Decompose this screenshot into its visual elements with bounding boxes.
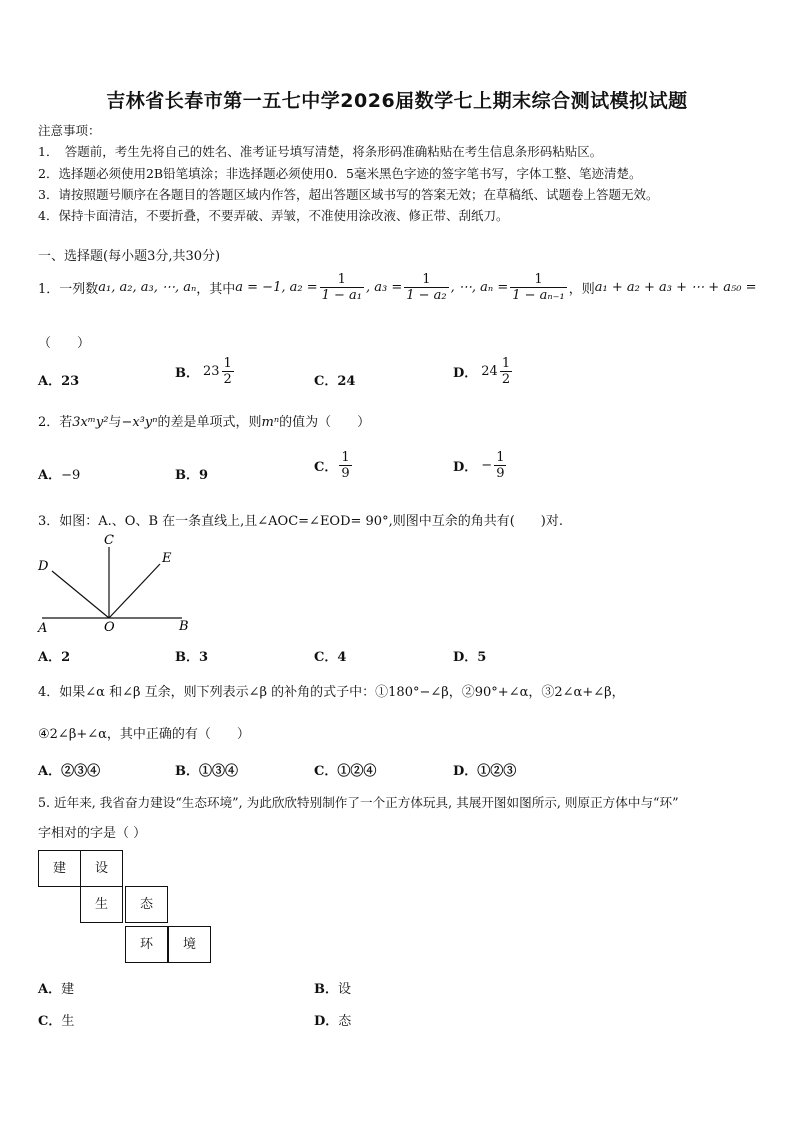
net-cell-2: 设 [80,850,123,887]
option-text: ①②③ [477,764,517,779]
q2-option-a[interactable] [38,464,80,483]
option-label: C． [314,374,338,389]
q1-paren: （ ） [38,336,91,351]
option-text: ①②④ [337,764,377,779]
label-a: A [38,621,48,636]
q1-a3: , a₃ = [365,280,403,295]
ray-od [52,571,109,618]
fraction-num: 1 [496,450,505,465]
q2-term-1: 3xᵐy² [72,415,109,430]
option-text: 9 [199,468,209,483]
option-label: D． [314,1014,339,1029]
q4-line-2: ④2∠β+∠α，其中正确的有（ ） [38,727,250,742]
notice-item-1: 1． 答题前，考生先将自己的姓名、准考证号填写清楚，将条形码准确粘贴在考生信息条形码粘贴区。 [38,144,603,159]
q5-option-a[interactable] [38,978,74,997]
q1-f1-den: 1 − a₁ [321,288,362,303]
q3-option-d[interactable] [453,646,486,665]
net-cell-3: 生 [80,886,123,923]
label-c: C [104,533,114,548]
notice-item-3: 3．请按照题号顺序在各题目的答题区域内作答，超出答题区域书写的答案无效；在草稿纸、试题卷上答题无效。 [38,187,659,202]
q1-sum: a₁ + a₂ + a₃ + ⋯ + a₅₀ = [594,280,757,295]
q4-option-d[interactable] [453,760,516,779]
ray-oe [109,564,160,618]
q5-line-2: 字相对的字是（ ） [38,826,147,841]
label-e: E [162,551,172,566]
q1-mid: ，其中 [196,282,236,297]
q1-lead: 1．一列数 [38,282,99,297]
option-label: C． [314,460,338,475]
option-text: 24 [481,364,498,379]
option-label: D． [453,650,478,665]
q2-option-d[interactable] [453,450,508,481]
option-fraction [494,450,506,481]
question-3: 3．如图：A.、O、B 在一条直线上,且∠AOC=∠EOD= 90°,则图中互余的角共有( )对. [38,514,563,529]
option-label: C． [314,650,338,665]
q5-line-1: 5. 近年来, 我省奋力建设“生态环境”, 为此欣欣特别制作了一个正方体玩具, 其展开图如图所示, 则原正方体中与“环” [38,795,679,810]
fraction-num: 1 [223,356,232,371]
q1-tail: ，则 [568,282,595,297]
q5-option-d[interactable] [314,1010,351,1029]
notice-heading: 注意事项： [38,123,101,138]
option-label: A． [38,650,62,665]
option-label: A． [38,764,62,779]
option-text: 生 [61,1014,75,1029]
option-text: 2 [61,650,71,665]
q3-option-b[interactable] [175,646,208,665]
option-label: D． [453,460,478,475]
option-fraction [222,356,234,387]
net-cell-5: 环 [125,926,168,963]
option-text: 3 [199,650,209,665]
option-fraction [500,356,512,387]
option-label: D． [453,764,478,779]
q2-text-b: 与 [108,415,122,430]
q1-fraction-2 [404,272,448,303]
q3-option-c[interactable] [314,646,346,665]
net-cell-1: 建 [38,850,81,887]
q1-f3-den: 1 − aₙ₋₁ [512,288,565,303]
q5-option-c[interactable] [38,1010,74,1029]
q4-option-a[interactable] [38,760,100,779]
q2-expr: mⁿ [261,415,280,430]
notice-item-2: 2．选择题必须使用2B铅笔填涂；非选择题必须使用0．5毫米黑色字迹的签字笔书写，字体工整、笔迹清楚。 [38,166,642,181]
fraction-den: 2 [223,372,232,387]
q4-option-b[interactable] [175,760,238,779]
option-fraction [339,450,351,481]
q1-option-c[interactable] [314,370,355,389]
option-label: A． [38,374,62,389]
notice-item-4: 4．保持卡面清洁，不要折叠，不要弄破、弄皱，不准使用涂改液、修正带、刮纸刀。 [38,208,509,223]
option-text: ②③④ [61,764,101,779]
option-label: B． [175,366,199,381]
q4-line-1: 4．如果∠α 和∠β 互余，则下列表示∠β 的补角的式子中：①180°−∠β，②90°+∠α，③2∠α+∠β， [38,685,625,700]
q1-option-a[interactable] [38,370,79,389]
net-cell-6: 境 [168,926,211,963]
q1-f2-num: 1 [422,272,431,287]
q3-angle-figure [30,530,200,640]
q2-text-c: 的差是单项式，则 [157,415,262,430]
label-d: D [38,559,49,574]
option-label: A． [38,468,62,483]
option-text: −9 [61,468,81,483]
option-label: B． [175,468,199,483]
net-cell-4: 态 [125,886,168,923]
option-text: 态 [338,1014,352,1029]
option-label: A． [38,982,62,997]
option-text: 5 [477,650,487,665]
option-text: 23 [203,364,220,379]
fraction-num: 1 [341,450,350,465]
option-text: 4 [337,650,347,665]
q2-text-a: 2．若 [38,415,73,430]
option-text: 23 [61,374,80,389]
q1-an: , ⋯, aₙ = [450,280,509,295]
q2-option-c[interactable] [314,450,354,481]
fraction-num: 1 [501,356,511,371]
q2-text-d: 的值为（ ） [279,415,371,430]
option-label: C． [314,764,338,779]
option-text: 设 [338,982,352,997]
label-b: B [179,619,189,634]
q2-term-2: −x³yⁿ [121,415,158,430]
q2-option-b[interactable] [175,464,208,483]
fraction-den: 2 [501,372,511,387]
option-text: − [481,458,493,473]
q5-option-b[interactable] [314,978,351,997]
q1-a1: a = −1, a₂ = [235,280,318,295]
q1-f2-den: 1 − a₂ [406,288,447,303]
question-1 [38,272,756,303]
label-o: O [104,620,115,635]
question-2 [38,411,370,430]
fraction-den: 9 [341,466,350,481]
q1-f1-num: 1 [337,272,346,287]
option-text: ①③④ [199,764,239,779]
option-label: B． [314,982,338,997]
q3-option-a[interactable] [38,646,70,665]
q1-fraction-3 [510,272,567,303]
option-label: B． [175,650,199,665]
q1-option-b[interactable] [175,356,236,387]
option-label: C． [38,1014,62,1029]
option-text: 24 [337,374,356,389]
option-label: B． [175,764,199,779]
q1-sequence: a₁, a₂, a₃, ⋯, aₙ [98,280,197,295]
q4-option-c[interactable] [314,760,376,779]
fraction-den: 9 [496,466,505,481]
q1-f3-num: 1 [534,272,543,287]
section-heading: 一、选择题(每小题3分,共30分) [38,249,221,264]
option-text: 建 [61,982,75,997]
q1-option-d[interactable] [453,356,514,387]
option-label: D． [453,366,478,381]
page-title: 吉林省长春市第一五七中学2026届数学七上期末综合测试模拟试题 [106,90,688,112]
q1-fraction-1 [320,272,364,303]
